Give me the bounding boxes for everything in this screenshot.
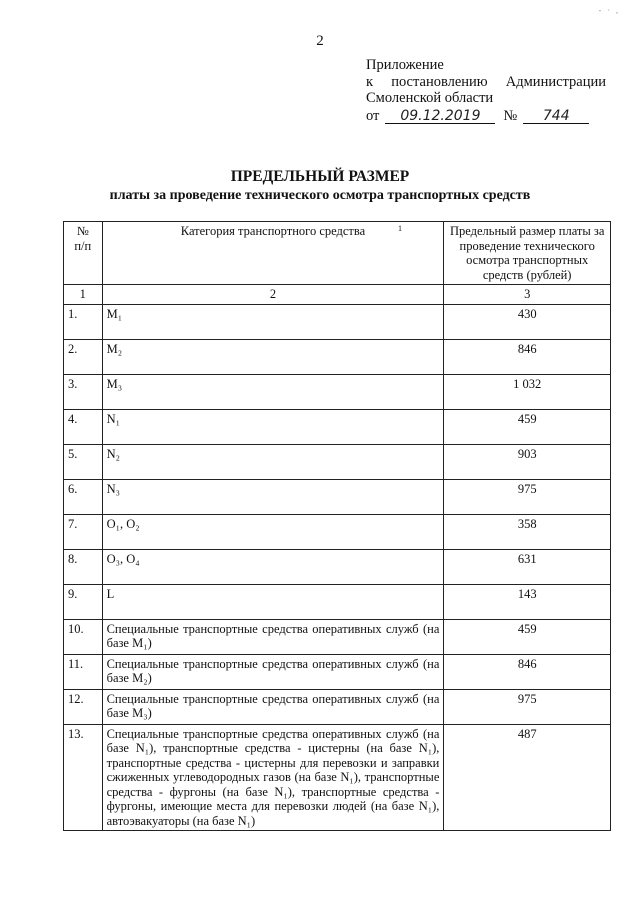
column-number-1: 1 xyxy=(64,285,103,305)
handwritten-date: 09.12.2019 xyxy=(385,109,495,124)
appendix-date-number-line xyxy=(366,108,606,125)
table-row xyxy=(64,304,611,339)
table-row xyxy=(64,444,611,479)
table-row xyxy=(64,724,611,831)
appendix-word-k: к xyxy=(366,73,374,90)
column-number-3: 3 xyxy=(444,285,611,305)
table-row xyxy=(64,549,611,584)
table-row xyxy=(64,619,611,654)
footnote-mark: 1 xyxy=(398,224,402,233)
row-number: 5. xyxy=(64,444,103,479)
row-number: 1. xyxy=(64,304,103,339)
row-number: 8. xyxy=(64,549,103,584)
row-category: M₂ xyxy=(102,339,444,374)
appendix-line-resolution xyxy=(366,74,606,91)
row-category: N₂ xyxy=(102,444,444,479)
row-price: 975 xyxy=(444,479,611,514)
row-number: 3. xyxy=(64,374,103,409)
row-price: 975 xyxy=(444,689,611,724)
row-price: 430 xyxy=(444,304,611,339)
row-category: N₃ xyxy=(102,479,444,514)
appendix-block xyxy=(366,57,606,124)
row-price: 903 xyxy=(444,444,611,479)
table-row xyxy=(64,584,611,619)
row-number: 11. xyxy=(64,654,103,689)
row-price: 487 xyxy=(444,724,611,831)
table-row xyxy=(64,374,611,409)
row-number: 7. xyxy=(64,514,103,549)
row-price: 631 xyxy=(444,549,611,584)
table-row xyxy=(64,654,611,689)
appendix-title: Приложение xyxy=(366,57,444,73)
row-category: L xyxy=(102,584,444,619)
row-number: 9. xyxy=(64,584,103,619)
row-number: 2. xyxy=(64,339,103,374)
row-category: Специальные транспортные средства оперативных служб (на базе M₁) xyxy=(102,619,444,654)
tariff-table xyxy=(63,221,611,831)
row-category: O₃, O₄ xyxy=(102,549,444,584)
row-number: 13. xyxy=(64,724,103,831)
number-label: № xyxy=(503,107,518,124)
corner-mark: - · , xyxy=(598,6,620,15)
row-price: 143 xyxy=(444,584,611,619)
page-number: 2 xyxy=(316,33,324,49)
column-number-row xyxy=(64,285,611,305)
row-price: 459 xyxy=(444,409,611,444)
row-category: O₁, O₂ xyxy=(102,514,444,549)
table-row xyxy=(64,409,611,444)
row-price: 846 xyxy=(444,654,611,689)
row-price: 1 032 xyxy=(444,374,611,409)
row-category: N₁ xyxy=(102,409,444,444)
table-row xyxy=(64,689,611,724)
appendix-region: Смоленской области xyxy=(366,90,494,106)
header-number: № п/п xyxy=(64,222,103,285)
header-category: Категория транспортного средства xyxy=(102,222,444,285)
table-row xyxy=(64,479,611,514)
row-category: Специальные транспортные средства оперативных служб (на базе M₂) xyxy=(102,654,444,689)
row-number: 12. xyxy=(64,689,103,724)
column-number-2: 2 xyxy=(102,285,444,305)
row-number: 4. xyxy=(64,409,103,444)
from-label: от xyxy=(366,107,380,124)
row-number: 10. xyxy=(64,619,103,654)
row-price: 358 xyxy=(444,514,611,549)
header-price: Предельный размер платы за проведение технического осмотра транспортных средств (рублей) xyxy=(444,222,611,285)
document-subtitle: платы за проведение технического осмотра транспортных средств xyxy=(109,188,531,203)
row-category: M₃ xyxy=(102,374,444,409)
row-number: 6. xyxy=(64,479,103,514)
handwritten-number: 744 xyxy=(523,109,589,124)
appendix-word-administration: Администрации xyxy=(505,73,606,90)
row-category: Специальные транспортные средства оперативных служб (на базе N₁), транспортные средства - цистерны (на базе N₁), транспортные средства - цистерны для перевозки и заправки сжиженных углеводородных газов (на базе N₁), транспортные средства - фургоны (на базе N₁), транспортные средства - фургоны, имеющие места для перевозки людей (на базе N₁), автоэвакуаторы (на базе N₁) xyxy=(102,724,444,831)
row-price: 846 xyxy=(444,339,611,374)
row-category: Специальные транспортные средства оперативных служб (на базе M₃) xyxy=(102,689,444,724)
appendix-word-resolution: постановлению xyxy=(391,73,488,90)
table-row xyxy=(64,339,611,374)
table-header-row xyxy=(64,222,611,285)
table-row xyxy=(64,514,611,549)
row-price: 459 xyxy=(444,619,611,654)
document-title: ПРЕДЕЛЬНЫЙ РАЗМЕР xyxy=(230,168,410,185)
row-category: M₁ xyxy=(102,304,444,339)
